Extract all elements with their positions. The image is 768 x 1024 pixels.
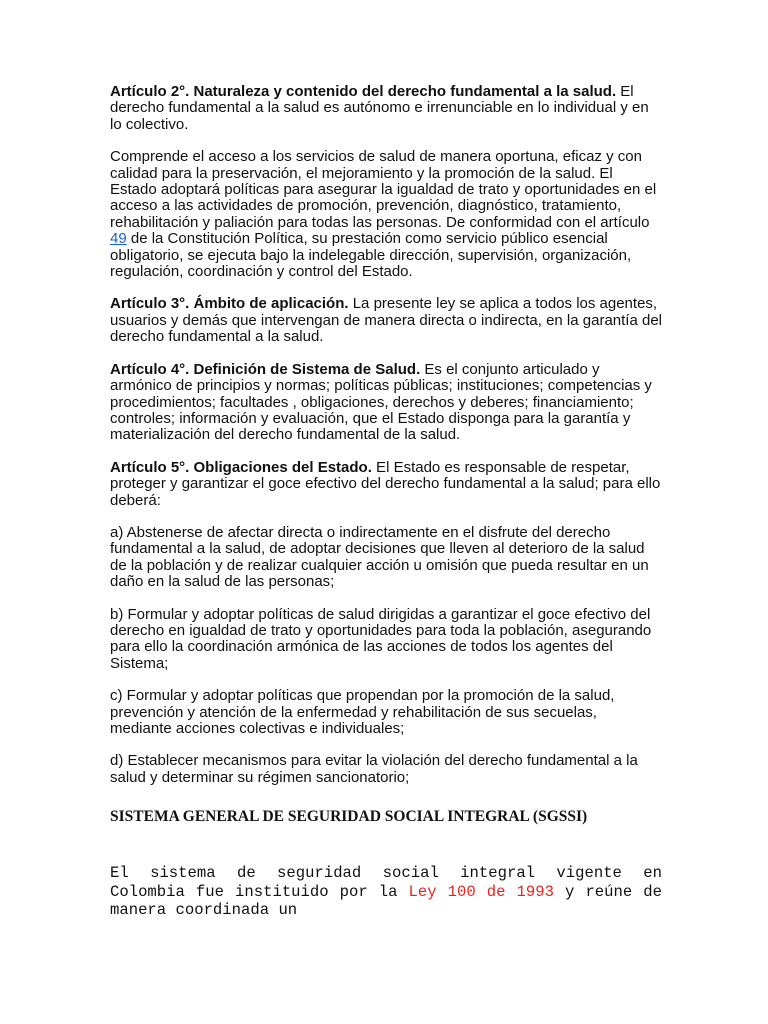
section-paragraph	[110, 864, 662, 920]
article-3-paragraph	[110, 296, 662, 345]
article-5-item-b: b) Formular y adoptar políticas de salud dirigidas a garantizar el goce efectivo del derecho en igualdad de trato y oportunidades para toda la población, asegurando para ello la coordinación armónica de las acciones de todos los agentes del Sistema;	[110, 605, 652, 672]
article-5-item-a: a) Abstenerse de afectar directa o indirectamente en el disfrute del derecho fundamental a la salud, de adoptar decisiones que lleven al deterioro de la salud de la población y de realizar cualquier acción u omisión que pueda resultar en un daño en la salud de las personas;	[110, 523, 649, 591]
article-2-paragraph-2	[110, 149, 662, 280]
article-2-text-b: de la Constitución Política, su prestación como servicio público esencial obligatorio, se ejecuta bajo la indelegable dirección, supervisión, organización, regulación, coordinación y control del Estado.	[110, 230, 632, 281]
section-text-b: y reúne de manera coordinada un	[110, 882, 663, 920]
article-5-item-d: d) Establecer mecanismos para evitar la violación del derecho fundamental a la salud y determinar su régimen sancionatorio;	[110, 752, 638, 786]
article-5-item-c: c) Formular y adoptar políticas que propendan por la promoción de la salud, prevención y atención de la enfermedad y rehabilitación de sus secuelas, mediante acciones colectivas e individuales;	[110, 687, 615, 737]
article-5-paragraph	[110, 460, 662, 509]
article-5-text: El Estado es responsable de respetar, proteger y garantizar el goce efectivo del derecho fundamental a la salud; para ello deberá:	[110, 458, 661, 509]
article-4-text: Es el conjunto articulado y armónico de principios y normas; políticas públicas; instituciones; competencias y procedimientos; facultades , obligaciones, derechos y deberes; financiamiento; controles; información y evaluación, que el Estado disponga para la garantía y materialización del derecho fundamental de la salud.	[110, 360, 652, 444]
article-2-text: El derecho fundamental a la salud es autónomo e irrenunciable en lo individual y en lo colectivo.	[110, 83, 649, 133]
article-3-title: Artículo 3°. Ámbito de aplicación.	[110, 295, 349, 313]
article-4-title: Artículo 4°. Definición de Sistema de Salud.	[110, 360, 421, 378]
article-49-link[interactable]: 49	[110, 230, 127, 248]
article-4-paragraph	[110, 362, 662, 444]
law-reference: Ley 100 de 1993	[408, 882, 554, 901]
article-2-text-a: Comprende el acceso a los servicios de salud de manera oportuna, eficaz y con calidad para la preservación, el mejoramiento y la promoción de la salud. El Estado adoptará políticas para asegurar la igualdad de trato y oportunidades en el acceso a las actividades de promoción, prevención, diagnóstico, tratamiento, rehabilitación y paliación para todas las personas. De conformidad con el artículo	[110, 148, 657, 231]
article-5-title: Artículo 5°. Obligaciones del Estado.	[110, 458, 372, 476]
document-body	[110, 84, 662, 920]
article-2-title: Artículo 2°. Naturaleza y contenido del derecho fundamental a la salud.	[110, 83, 617, 100]
article-3-text: La presente ley se aplica a todos los agentes, usuarios y demás que intervengan de manera directa o indirecta, en la garantía del derecho fundamental a la salud.	[110, 295, 663, 346]
section-text-a: El sistema de seguridad social integral vigente en Colombia fue instituido por la	[110, 864, 662, 901]
article-2-paragraph	[110, 84, 662, 133]
section-heading: SISTEMA GENERAL DE SEGURIDAD SOCIAL INTEGRAL (SGSSI)	[110, 808, 588, 826]
